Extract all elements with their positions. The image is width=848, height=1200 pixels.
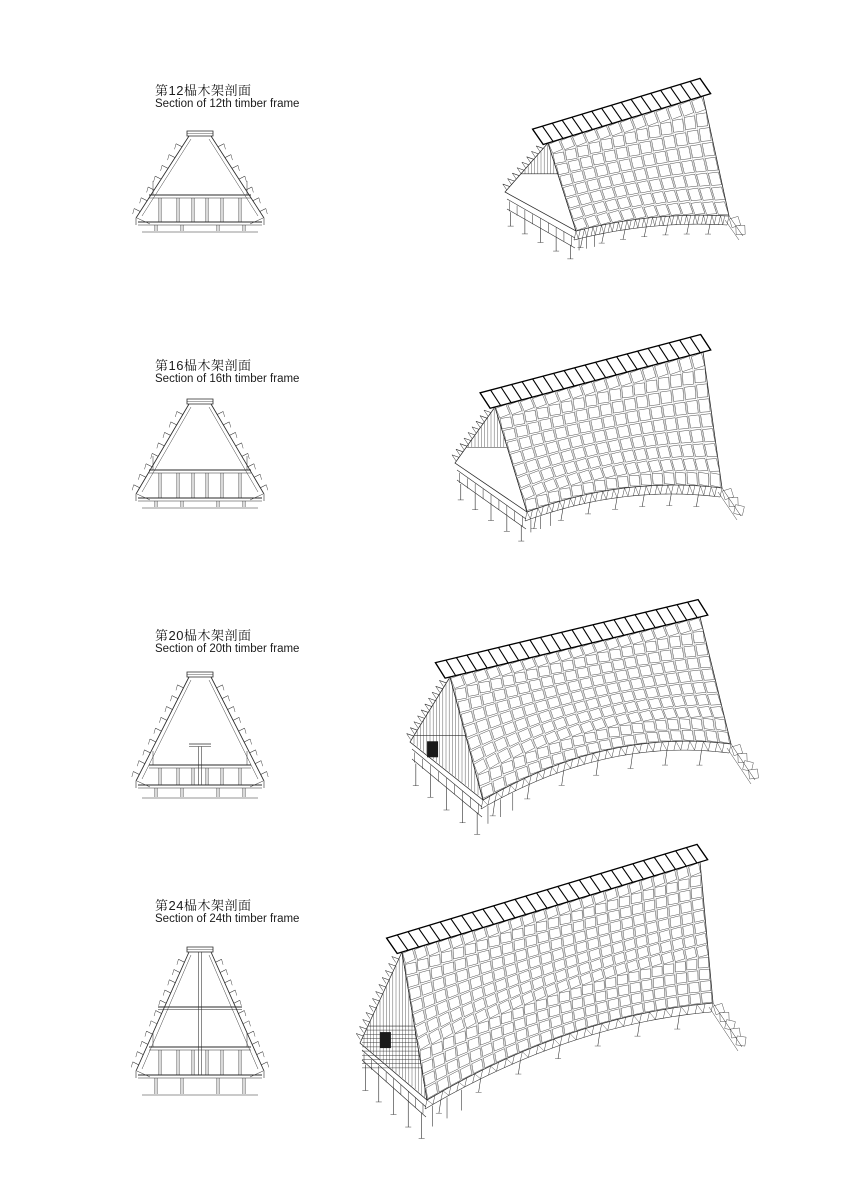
frame-label (155, 629, 299, 656)
frame-label-cn: 第12榀木架剖面 (155, 83, 252, 98)
frame-label (155, 899, 299, 926)
frame-label-cn: 第16榀木架剖面 (155, 358, 252, 373)
frame-label (155, 359, 299, 386)
section-drawing-20th-frame (130, 666, 275, 802)
frame-label-cn: 第24榀木架剖面 (155, 898, 252, 913)
axonometric-view-20th-frame (405, 608, 755, 823)
section-drawing-16th-frame (130, 394, 275, 514)
section-drawing-24th-frame (130, 941, 275, 1101)
section-drawing-12th-frame (130, 126, 275, 238)
frame-label (155, 84, 299, 111)
frame-label-en: Section of 24th timber frame (155, 913, 300, 925)
frame-label-en: Section of 20th timber frame (155, 643, 300, 655)
frame-label-en: Section of 16th timber frame (155, 373, 300, 385)
axonometric-view-12th-frame (495, 82, 761, 260)
axonometric-view-24th-frame (350, 858, 755, 1120)
axonometric-view-16th-frame (450, 342, 750, 547)
frame-label-cn: 第20榀木架剖面 (155, 628, 252, 643)
frame-label-en: Section of 12th timber frame (155, 98, 300, 110)
